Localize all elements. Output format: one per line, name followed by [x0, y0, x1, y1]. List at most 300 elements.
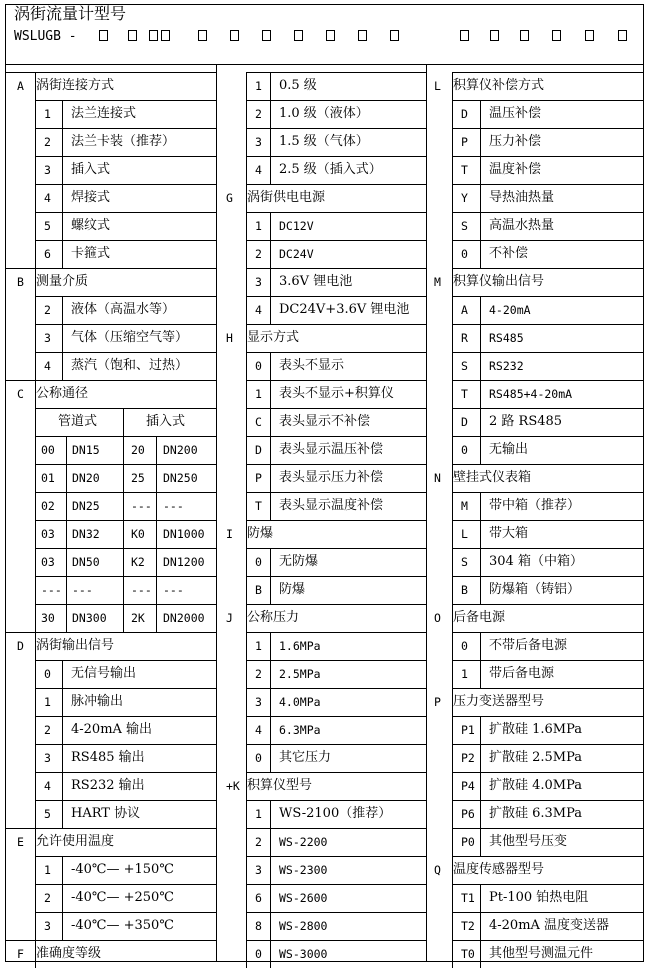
section-key-H: H: [226, 331, 233, 345]
option-code: 2: [44, 891, 51, 905]
item-rule: [35, 464, 216, 465]
section-key-C: C: [17, 387, 24, 401]
option-code: 3: [44, 163, 51, 177]
key-column-line: [452, 72, 453, 268]
diameter-value: DN300: [72, 611, 107, 625]
diameter-code: 2K: [131, 611, 145, 625]
section-title-D: 涡街输出信号: [36, 638, 115, 653]
section-key-F: F: [17, 947, 24, 961]
code-column-line: [66, 436, 67, 632]
item-rule: [246, 632, 426, 633]
option-label: RS232: [489, 359, 524, 373]
item-rule: [246, 492, 426, 493]
item-rule: [35, 604, 216, 605]
section-key-G: G: [226, 191, 233, 205]
diameter-value: DN32: [72, 527, 100, 541]
option-label: 304 箱（中箱）: [489, 554, 583, 569]
option-code: 2: [255, 247, 262, 261]
option-code: 4: [255, 163, 262, 177]
option-code: 0: [255, 751, 262, 765]
option-code: T2: [461, 919, 475, 933]
option-code: 6: [44, 247, 51, 261]
option-code: B: [255, 583, 262, 597]
option-code: 1: [255, 79, 262, 93]
option-label: 表头显示压力补偿: [279, 470, 384, 485]
option-code: D: [255, 443, 262, 457]
option-label: 扩散硅 6.3MPa: [489, 806, 583, 821]
code-column-line: [270, 548, 271, 604]
code-column-line: [270, 632, 271, 772]
section-key-E: E: [17, 835, 24, 849]
section-top-rule: [5, 72, 216, 73]
option-label: 表头不显示+积算仪: [279, 386, 394, 401]
key-column-line: [246, 324, 247, 520]
key-column-line: [246, 184, 247, 324]
code-column-line: [480, 296, 481, 464]
option-code: A: [461, 303, 468, 317]
option-code: C: [255, 415, 262, 429]
code-column-line: [480, 100, 481, 268]
section-title-J: 公称压力: [247, 610, 300, 625]
option-code: P: [255, 471, 262, 485]
code-slot-box: [585, 30, 594, 41]
section-key-M: M: [434, 275, 441, 289]
key-column-line: [452, 268, 453, 464]
section-key-N: N: [434, 471, 441, 485]
option-code: S: [461, 359, 468, 373]
option-label: 带后备电源: [489, 666, 555, 681]
code-column-line: [480, 492, 481, 604]
section-title-E: 允许使用温度: [36, 834, 115, 849]
option-label: WS-2100（推荐）: [279, 806, 392, 821]
key-column-line: [246, 772, 247, 968]
option-label: Pt-100 铂热电阻: [489, 890, 589, 905]
option-label: -40℃— +250℃: [71, 890, 174, 905]
section-top-rule: [5, 632, 216, 633]
option-code: 3: [255, 275, 262, 289]
item-rule: [35, 548, 216, 549]
diameter-code: 00: [41, 443, 55, 457]
diameter-code: ---: [131, 499, 152, 513]
item-rule: [246, 548, 426, 549]
option-label: WS-2200: [279, 835, 328, 849]
option-code: 4: [255, 723, 262, 737]
code-column-line: [62, 100, 63, 268]
code-column-line: [270, 212, 271, 324]
section-title-I: 防爆: [247, 526, 274, 541]
item-rule: [246, 408, 426, 409]
item-rule: [246, 940, 426, 941]
option-label: 法兰连接式: [71, 106, 137, 121]
option-label: 表头显示不补偿: [279, 414, 371, 429]
option-label: DC12V: [279, 219, 314, 233]
option-label: 其他型号测温元件: [489, 946, 594, 961]
section-key-K: +K: [226, 779, 240, 793]
key-column-line: [35, 828, 36, 940]
key-column-line: [35, 72, 36, 268]
option-label: HART 协议: [71, 806, 141, 821]
diameter-code: 02: [41, 499, 55, 513]
option-label: WS-2800: [279, 919, 328, 933]
option-code: P4: [461, 779, 475, 793]
section-top-rule: [5, 268, 216, 269]
option-label: 表头不显示: [279, 358, 345, 373]
key-column-line: [246, 72, 247, 184]
option-code: 3: [44, 331, 51, 345]
option-code: P: [461, 135, 468, 149]
option-label: WS-2600: [279, 891, 328, 905]
code-slot-box: [149, 30, 158, 41]
code-column-line: [62, 660, 63, 828]
subheader-insert: 插入式: [146, 414, 186, 429]
section-title-G: 涡街供电电源: [247, 190, 326, 205]
section-title-M: 积算仪输出信号: [453, 274, 545, 289]
key-column-line: [452, 464, 453, 604]
section-title-F: 准确度等级: [36, 946, 102, 961]
option-code: 0: [255, 359, 262, 373]
section-title-K: 积算仪型号: [247, 778, 313, 793]
option-label: 防爆箱（铸铝）: [489, 582, 581, 597]
section-top-rule: [452, 464, 644, 465]
item-rule: [246, 212, 426, 213]
option-code: 2: [255, 835, 262, 849]
option-code: P1: [461, 723, 475, 737]
section-top-rule: [452, 604, 644, 605]
option-code: 0: [461, 247, 468, 261]
item-rule: [35, 492, 216, 493]
diameter-code: ---: [41, 583, 62, 597]
section-top-rule: [452, 268, 644, 269]
code-slot-box: [128, 30, 137, 41]
item-rule: [246, 800, 426, 801]
option-label: 无防爆: [279, 554, 319, 569]
option-label: 扩散硅 1.6MPa: [489, 722, 583, 737]
option-code: 0: [461, 443, 468, 457]
item-rule: [246, 744, 426, 745]
code-slot-box: [358, 30, 367, 41]
item-rule: [246, 716, 426, 717]
option-label: DC24V: [279, 247, 314, 261]
option-code: S: [461, 219, 468, 233]
item-rule: [246, 156, 426, 157]
option-code: 1: [255, 807, 262, 821]
option-label: 其它压力: [279, 750, 332, 765]
section-key-A: A: [17, 79, 24, 93]
option-code: T: [461, 387, 468, 401]
option-label: 2.5 级（插入式）: [279, 162, 382, 177]
section-top-rule: [246, 324, 426, 325]
code-slot-box: [490, 30, 499, 41]
option-code: 2: [255, 107, 262, 121]
key-column-line: [35, 940, 36, 968]
option-label: RS485+4-20mA: [489, 387, 573, 401]
code-column-line: [62, 856, 63, 940]
diameter-value: ---: [72, 583, 93, 597]
key-column-line: [452, 856, 453, 968]
option-label: 液体（高温水等）: [71, 302, 176, 317]
header-bottom-rule: [5, 64, 644, 65]
item-rule: [35, 520, 216, 521]
code-column-line: [156, 436, 157, 632]
option-label: 2.5MPa: [279, 667, 321, 681]
section-key-I: I: [226, 527, 233, 541]
section-top-rule: [246, 604, 426, 605]
diameter-value: DN2000: [163, 611, 205, 625]
code-column-line: [480, 632, 481, 688]
diameter-value: DN1000: [163, 527, 205, 541]
code-column-line: [480, 884, 481, 968]
option-code: 3: [255, 863, 262, 877]
option-label: 4.0MPa: [279, 695, 321, 709]
option-code: 4: [44, 779, 51, 793]
code-slot-box: [460, 30, 469, 41]
option-label: 6.3MPa: [279, 723, 321, 737]
option-code: T: [461, 163, 468, 177]
code-slot-box: [230, 30, 239, 41]
option-label: 插入式: [71, 162, 111, 177]
option-code: 3: [255, 695, 262, 709]
item-rule: [35, 408, 216, 409]
option-label: 温度补偿: [489, 162, 542, 177]
item-rule: [246, 296, 426, 297]
diameter-code: 03: [41, 555, 55, 569]
section-top-rule: [246, 772, 426, 773]
item-rule: [35, 436, 216, 437]
section-key-P: P: [434, 695, 441, 709]
item-rule: [246, 240, 426, 241]
option-code: B: [461, 583, 468, 597]
code-slot-box: [390, 30, 399, 41]
option-label: 1.0 级（液体）: [279, 106, 369, 121]
option-code: 6: [255, 891, 262, 905]
section-title-C: 公称通径: [36, 386, 89, 401]
option-label: 4-20mA 输出: [71, 722, 153, 737]
item-rule: [246, 268, 426, 269]
option-code: 1: [44, 863, 51, 877]
diameter-code: K0: [131, 527, 145, 541]
section-top-rule: [5, 828, 216, 829]
key-column-line: [246, 604, 247, 772]
subtable-divider: [123, 408, 124, 632]
section-title-L: 积算仪补偿方式: [453, 78, 545, 93]
option-code: 2: [44, 303, 51, 317]
section-title-B: 测量介质: [36, 274, 89, 289]
option-code: 1: [255, 387, 262, 401]
diameter-code: K2: [131, 555, 145, 569]
option-label: 不补偿: [489, 246, 529, 261]
diameter-code: 20: [131, 443, 145, 457]
diameter-value: ---: [163, 583, 184, 597]
key-column-line: [452, 604, 453, 688]
option-label: RS485: [489, 331, 524, 345]
column-divider: [426, 64, 427, 962]
option-label: 螺纹式: [71, 218, 111, 233]
option-label: 高温水热量: [489, 218, 555, 233]
subheader-pipe: 管道式: [58, 414, 98, 429]
code-slot-box: [618, 30, 627, 41]
section-key-B: B: [17, 275, 24, 289]
option-code: 2: [255, 667, 262, 681]
code-slot-box: [520, 30, 529, 41]
code-slot-box: [99, 30, 108, 41]
option-code: 3: [44, 919, 51, 933]
option-code: 4: [255, 303, 262, 317]
option-label: RS232 输出: [71, 778, 145, 793]
code-slot-box: [161, 30, 170, 41]
option-label: 蒸汽（饱和、过热）: [71, 358, 189, 373]
key-column-line: [452, 688, 453, 856]
section-top-rule: [5, 940, 216, 941]
option-label: 扩散硅 4.0MPa: [489, 778, 583, 793]
option-label: 2 路 RS485: [489, 414, 563, 429]
option-label: WS-2300: [279, 863, 328, 877]
item-rule: [246, 884, 426, 885]
option-label: 其他型号压变: [489, 834, 568, 849]
item-rule: [246, 464, 426, 465]
option-label: 导热油热量: [489, 190, 555, 205]
model-code-prefix: WSLUGB -: [14, 29, 77, 44]
item-rule: [246, 100, 426, 101]
option-code: 4: [44, 191, 51, 205]
option-label: 1.6MPa: [279, 639, 321, 653]
option-code: 4: [44, 359, 51, 373]
section-title-O: 后备电源: [453, 610, 506, 625]
item-rule: [246, 436, 426, 437]
option-code: P2: [461, 751, 475, 765]
code-slot-box: [552, 30, 561, 41]
option-code: 5: [44, 219, 51, 233]
code-slot-box: [198, 30, 207, 41]
item-rule: [246, 660, 426, 661]
option-label: 1.5 级（气体）: [279, 134, 369, 149]
option-code: 2: [44, 135, 51, 149]
option-label: 脉冲输出: [71, 694, 124, 709]
section-key-D: D: [17, 639, 24, 653]
code-slot-box: [262, 30, 271, 41]
option-code: 5: [44, 807, 51, 821]
option-label: -40℃— +150℃: [71, 862, 174, 877]
option-label: 表头显示温压补偿: [279, 442, 384, 457]
option-code: 1: [255, 219, 262, 233]
option-label: 不带后备电源: [489, 638, 568, 653]
option-code: 1: [255, 639, 262, 653]
section-top-rule: [452, 72, 644, 73]
option-code: 0: [44, 667, 51, 681]
diameter-code: 03: [41, 527, 55, 541]
item-rule: [246, 352, 426, 353]
option-label: 4-20mA 温度变送器: [489, 918, 610, 933]
option-code: 8: [255, 919, 262, 933]
item-rule: [246, 688, 426, 689]
key-column-line: [35, 632, 36, 828]
diameter-value: DN25: [72, 499, 100, 513]
diameter-value: DN250: [163, 471, 198, 485]
option-label: 焊接式: [71, 190, 111, 205]
item-rule: [246, 828, 426, 829]
option-code: 2: [44, 723, 51, 737]
diameter-value: ---: [163, 499, 184, 513]
section-title-P: 压力变送器型号: [453, 694, 545, 709]
option-label: 3.6V 锂电池: [279, 274, 353, 289]
section-key-O: O: [434, 611, 441, 625]
section-title-Q: 温度传感器型号: [453, 862, 545, 877]
option-code: 1: [461, 667, 468, 681]
option-label: WS-3000: [279, 947, 328, 961]
section-title-A: 涡街连接方式: [36, 78, 115, 93]
section-top-rule: [246, 520, 426, 521]
diameter-value: DN1200: [163, 555, 205, 569]
option-code: T1: [461, 891, 475, 905]
section-key-L: L: [434, 79, 441, 93]
option-code: 0: [255, 555, 262, 569]
option-code: R: [461, 331, 468, 345]
section-top-rule: [5, 380, 216, 381]
code-column-line: [270, 72, 271, 184]
key-column-line: [246, 520, 247, 604]
option-code: Y: [461, 191, 468, 205]
option-label: 0.5 级: [279, 78, 317, 93]
option-label: 气体（压缩空气等）: [71, 330, 189, 345]
section-title-H: 显示方式: [247, 330, 300, 345]
diameter-code: ---: [131, 583, 152, 597]
item-rule: [35, 576, 216, 577]
option-code: 1: [44, 695, 51, 709]
diameter-value: DN15: [72, 443, 100, 457]
option-label: 表头显示温度补偿: [279, 498, 384, 513]
item-rule: [246, 128, 426, 129]
option-code: 0: [255, 947, 262, 961]
option-code: S: [461, 555, 468, 569]
code-column-line: [270, 800, 271, 968]
code-column-line: [480, 716, 481, 856]
option-code: M: [461, 499, 468, 513]
item-rule: [246, 380, 426, 381]
code-column-line: [270, 352, 271, 520]
code-slot-box: [294, 30, 303, 41]
code-column-line: [62, 296, 63, 380]
item-rule: [246, 856, 426, 857]
section-title-N: 壁挂式仪表箱: [453, 470, 532, 485]
item-rule: [246, 912, 426, 913]
option-label: 防爆: [279, 582, 306, 597]
option-label: 扩散硅 2.5MPa: [489, 750, 583, 765]
option-label: 带中箱（推荐）: [489, 498, 581, 513]
section-key-Q: Q: [434, 863, 441, 877]
option-code: 3: [44, 751, 51, 765]
section-top-rule: [452, 688, 644, 689]
section-top-rule: [452, 856, 644, 857]
option-label: 法兰卡装（推荐）: [71, 134, 176, 149]
diameter-code: 30: [41, 611, 55, 625]
section-top-rule: [246, 184, 426, 185]
option-label: -40℃— +350℃: [71, 918, 174, 933]
option-code: D: [461, 107, 468, 121]
diameter-code: 25: [131, 471, 145, 485]
diameter-value: DN20: [72, 471, 100, 485]
option-code: P0: [461, 835, 475, 849]
option-code: L: [461, 527, 468, 541]
option-code: 0: [461, 639, 468, 653]
option-label: RS485 输出: [71, 750, 145, 765]
sheet-title: 涡街流量计型号: [14, 4, 127, 23]
option-label: 压力补偿: [489, 134, 542, 149]
option-label: 4-20mA: [489, 303, 531, 317]
key-column-line: [35, 380, 36, 632]
diameter-value: DN50: [72, 555, 100, 569]
option-label: 带大箱: [489, 526, 529, 541]
option-code: T0: [461, 947, 475, 961]
diameter-code: 01: [41, 471, 55, 485]
